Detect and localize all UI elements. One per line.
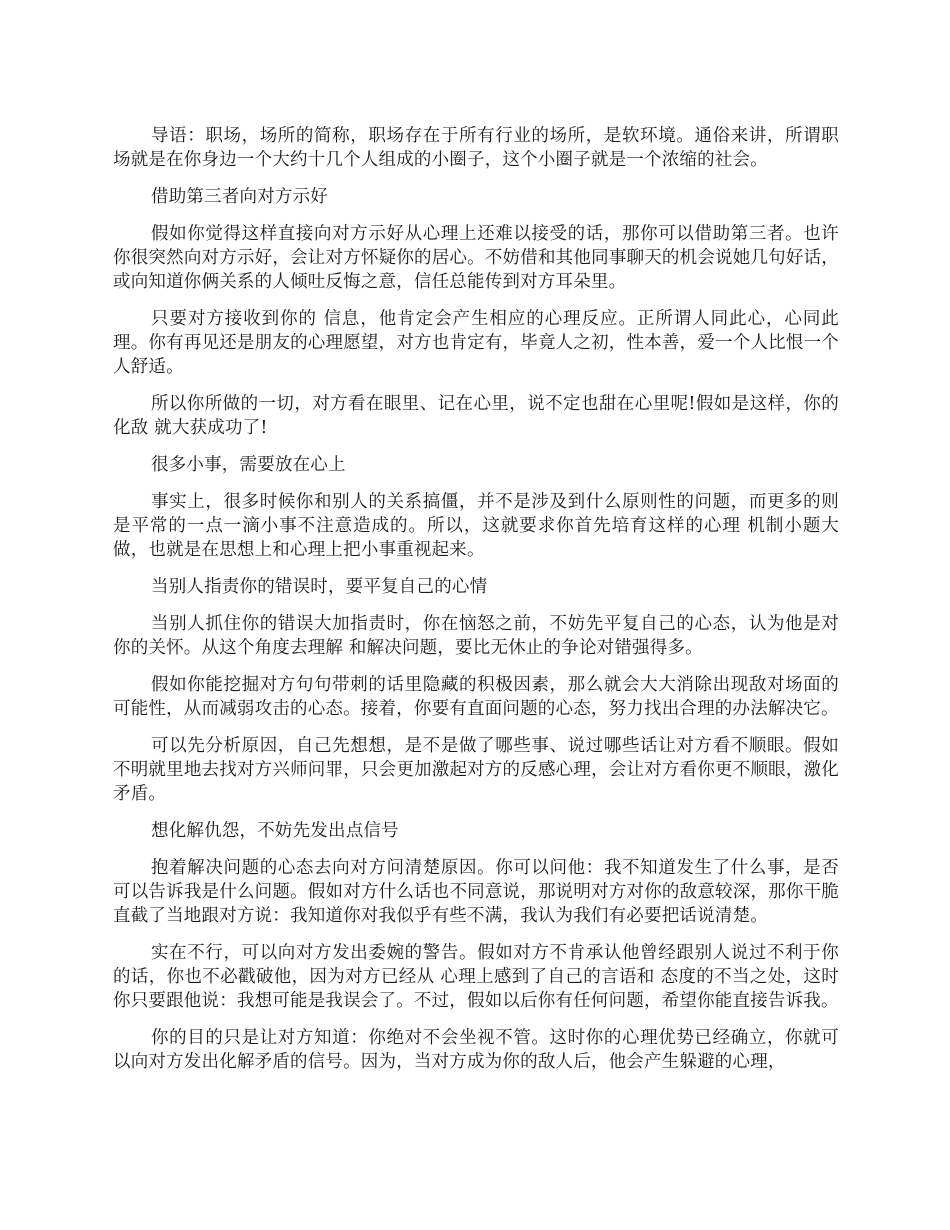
section-heading: 借助第三者向对方示好 — [151, 187, 328, 207]
body-paragraph: 当别人抓住你的错误大加指责时，你在恼怒之前，不妨先平复自己的心态，认为他是对你的关怀。从这个角度去理解 和解决问题，要比无休止的争论对错强得多。 — [113, 614, 839, 658]
section-heading: 想化解仇怨，不妨先发出点信号 — [151, 821, 399, 841]
body-paragraph: 抱着解决问题的心态去向对方问清楚原因。你可以问他：我不知道发生了什么事，是否可以告诉我是什么问题。假如对方什么话也不同意说，那说明对方对你的敌意较深，那你干脆直截了当地跟对方说：我知道你对我似乎有些不满，我认为我们有必要把话说清楚。 — [113, 858, 839, 926]
body-paragraph: 事实上，很多时候你和别人的关系搞僵，并不是涉及到什么原则性的问题，而更多的则是平常的一点一滴小事不注意造成的。所以，这就要求你首先培育这样的心理 机制小题大做，也就是在思想上和心理上把小事重视起来。 — [113, 492, 839, 560]
section-heading: 当别人指责你的错误时，要平复自己的心情 — [151, 577, 488, 597]
body-paragraph: 所以你所做的一切，对方看在眼里、记在心里，说不定也甜在心里呢!假如是这样，你的化敌 就大获成功了! — [113, 394, 839, 438]
intro-paragraph: 导语：职场，场所的简称，职场存在于所有行业的场所，是软环境。通俗来讲，所谓职场就是在你身边一个大约十几个人组成的小圈子，这个小圈子就是一个浓缩的社会。 — [113, 126, 839, 170]
body-paragraph: 你的目的只是让对方知道：你绝对不会坐视不管。这时你的心理优势已经确立，你就可以向对方发出化解矛盾的信号。因为，当对方成为你的敌人后，他会产生躲避的心理， — [113, 1028, 839, 1072]
body-paragraph: 可以先分析原因，自己先想想，是不是做了哪些事、说过哪些话让对方看不顺眼。假如不明就里地去找对方兴师问罪，只会更加激起对方的反感心理，会让对方看你更不顺眼，激化矛盾。 — [113, 736, 839, 804]
document-body — [113, 124, 839, 1087]
body-paragraph: 只要对方接收到你的 信息，他肯定会产生相应的心理反应。正所谓人同此心，心同此理。你有再见还是朋友的心理愿望，对方也肯定有，毕竟人之初，性本善，爱一个人比恨一个人舒适。 — [113, 309, 839, 377]
body-paragraph: 假如你能挖掘对方句句带刺的话里隐藏的积极因素，那么就会大大消除出现敌对场面的可能性，从而减弱攻击的心态。接着，你要有直面问题的心态，努力找出合理的办法解决它。 — [113, 675, 839, 719]
body-paragraph: 实在不行，可以向对方发出委婉的警告。假如对方不肯承认他曾经跟别人说过不利于你的话，你也不必戳破他，因为对方已经从 心理上感到了自己的言语和 态度的不当之处，这时你只要跟他说：我想可能是我误会了。不过，假如以后你有任何问题，希望你能直接告诉我。 — [113, 943, 839, 1011]
body-paragraph: 假如你觉得这样直接向对方示好从心理上还难以接受的话，那你可以借助第三者。也许你很突然向对方示好，会让对方怀疑你的居心。不妨借和其他同事聊天的机会说她几句好话，或向知道你俩关系的人倾吐反悔之意，信任总能传到对方耳朵里。 — [113, 224, 839, 292]
section-heading: 很多小事，需要放在心上 — [151, 455, 346, 475]
